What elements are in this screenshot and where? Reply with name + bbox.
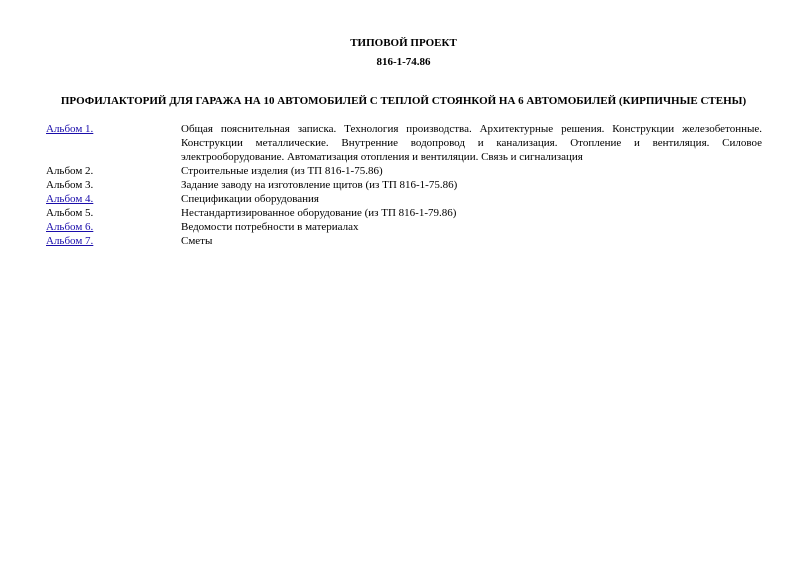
album-7-description: Сметы — [181, 235, 213, 247]
album-3-label: Альбом 3. — [46, 179, 94, 191]
album-row — [46, 220, 762, 234]
project-title: ПРОФИЛАКТОРИЙ ДЛЯ ГАРАЖА НА 10 АВТОМОБИЛЕЙ С ТЕПЛОЙ СТОЯНКОЙ НА 6 АВТОМОБИЛЕЙ (КИРПИЧНЫЕ СТЕНЫ) — [60, 95, 747, 107]
album-7-link[interactable]: Альбом 7. — [46, 235, 94, 247]
album-5-label: Альбом 5. — [46, 207, 94, 219]
album-row — [46, 206, 762, 220]
album-1-link[interactable]: Альбом 1. — [46, 123, 94, 135]
album-2-description: Строительные изделия (из ТП 816-1-75.86) — [181, 165, 383, 177]
album-6-description: Ведомости потребности в материалах — [181, 221, 359, 233]
album-6-link[interactable]: Альбом 6. — [46, 221, 94, 233]
album-row — [46, 122, 762, 164]
album-list — [46, 122, 762, 248]
album-4-link[interactable]: Альбом 4. — [46, 193, 94, 205]
album-3-description: Задание заводу на изготовление щитов (из ТП 816-1-75.86) — [181, 179, 458, 191]
album-1-description: Общая пояснительная записка. Технология производства. Архитектурные решения. Конструкции железобетонные. Конструкции металлические. Внутренние водопровод и канализация. Отопление и вентиляция. Силовое электрооборудование. Автоматизация отопления и вентиляции. Связь и сигнализация — [181, 123, 762, 163]
project-code: 816-1-74.86 — [376, 56, 431, 68]
album-row — [46, 192, 762, 206]
document-type-heading: ТИПОВОЙ ПРОЕКТ — [350, 37, 457, 49]
album-row — [46, 164, 762, 178]
album-2-label: Альбом 2. — [46, 165, 94, 177]
album-row — [46, 178, 762, 192]
album-4-description: Спецификации оборудования — [181, 193, 319, 205]
album-row — [46, 234, 762, 248]
album-5-description: Нестандартизированное оборудование (из ТП 816-1-79.86) — [181, 207, 457, 219]
